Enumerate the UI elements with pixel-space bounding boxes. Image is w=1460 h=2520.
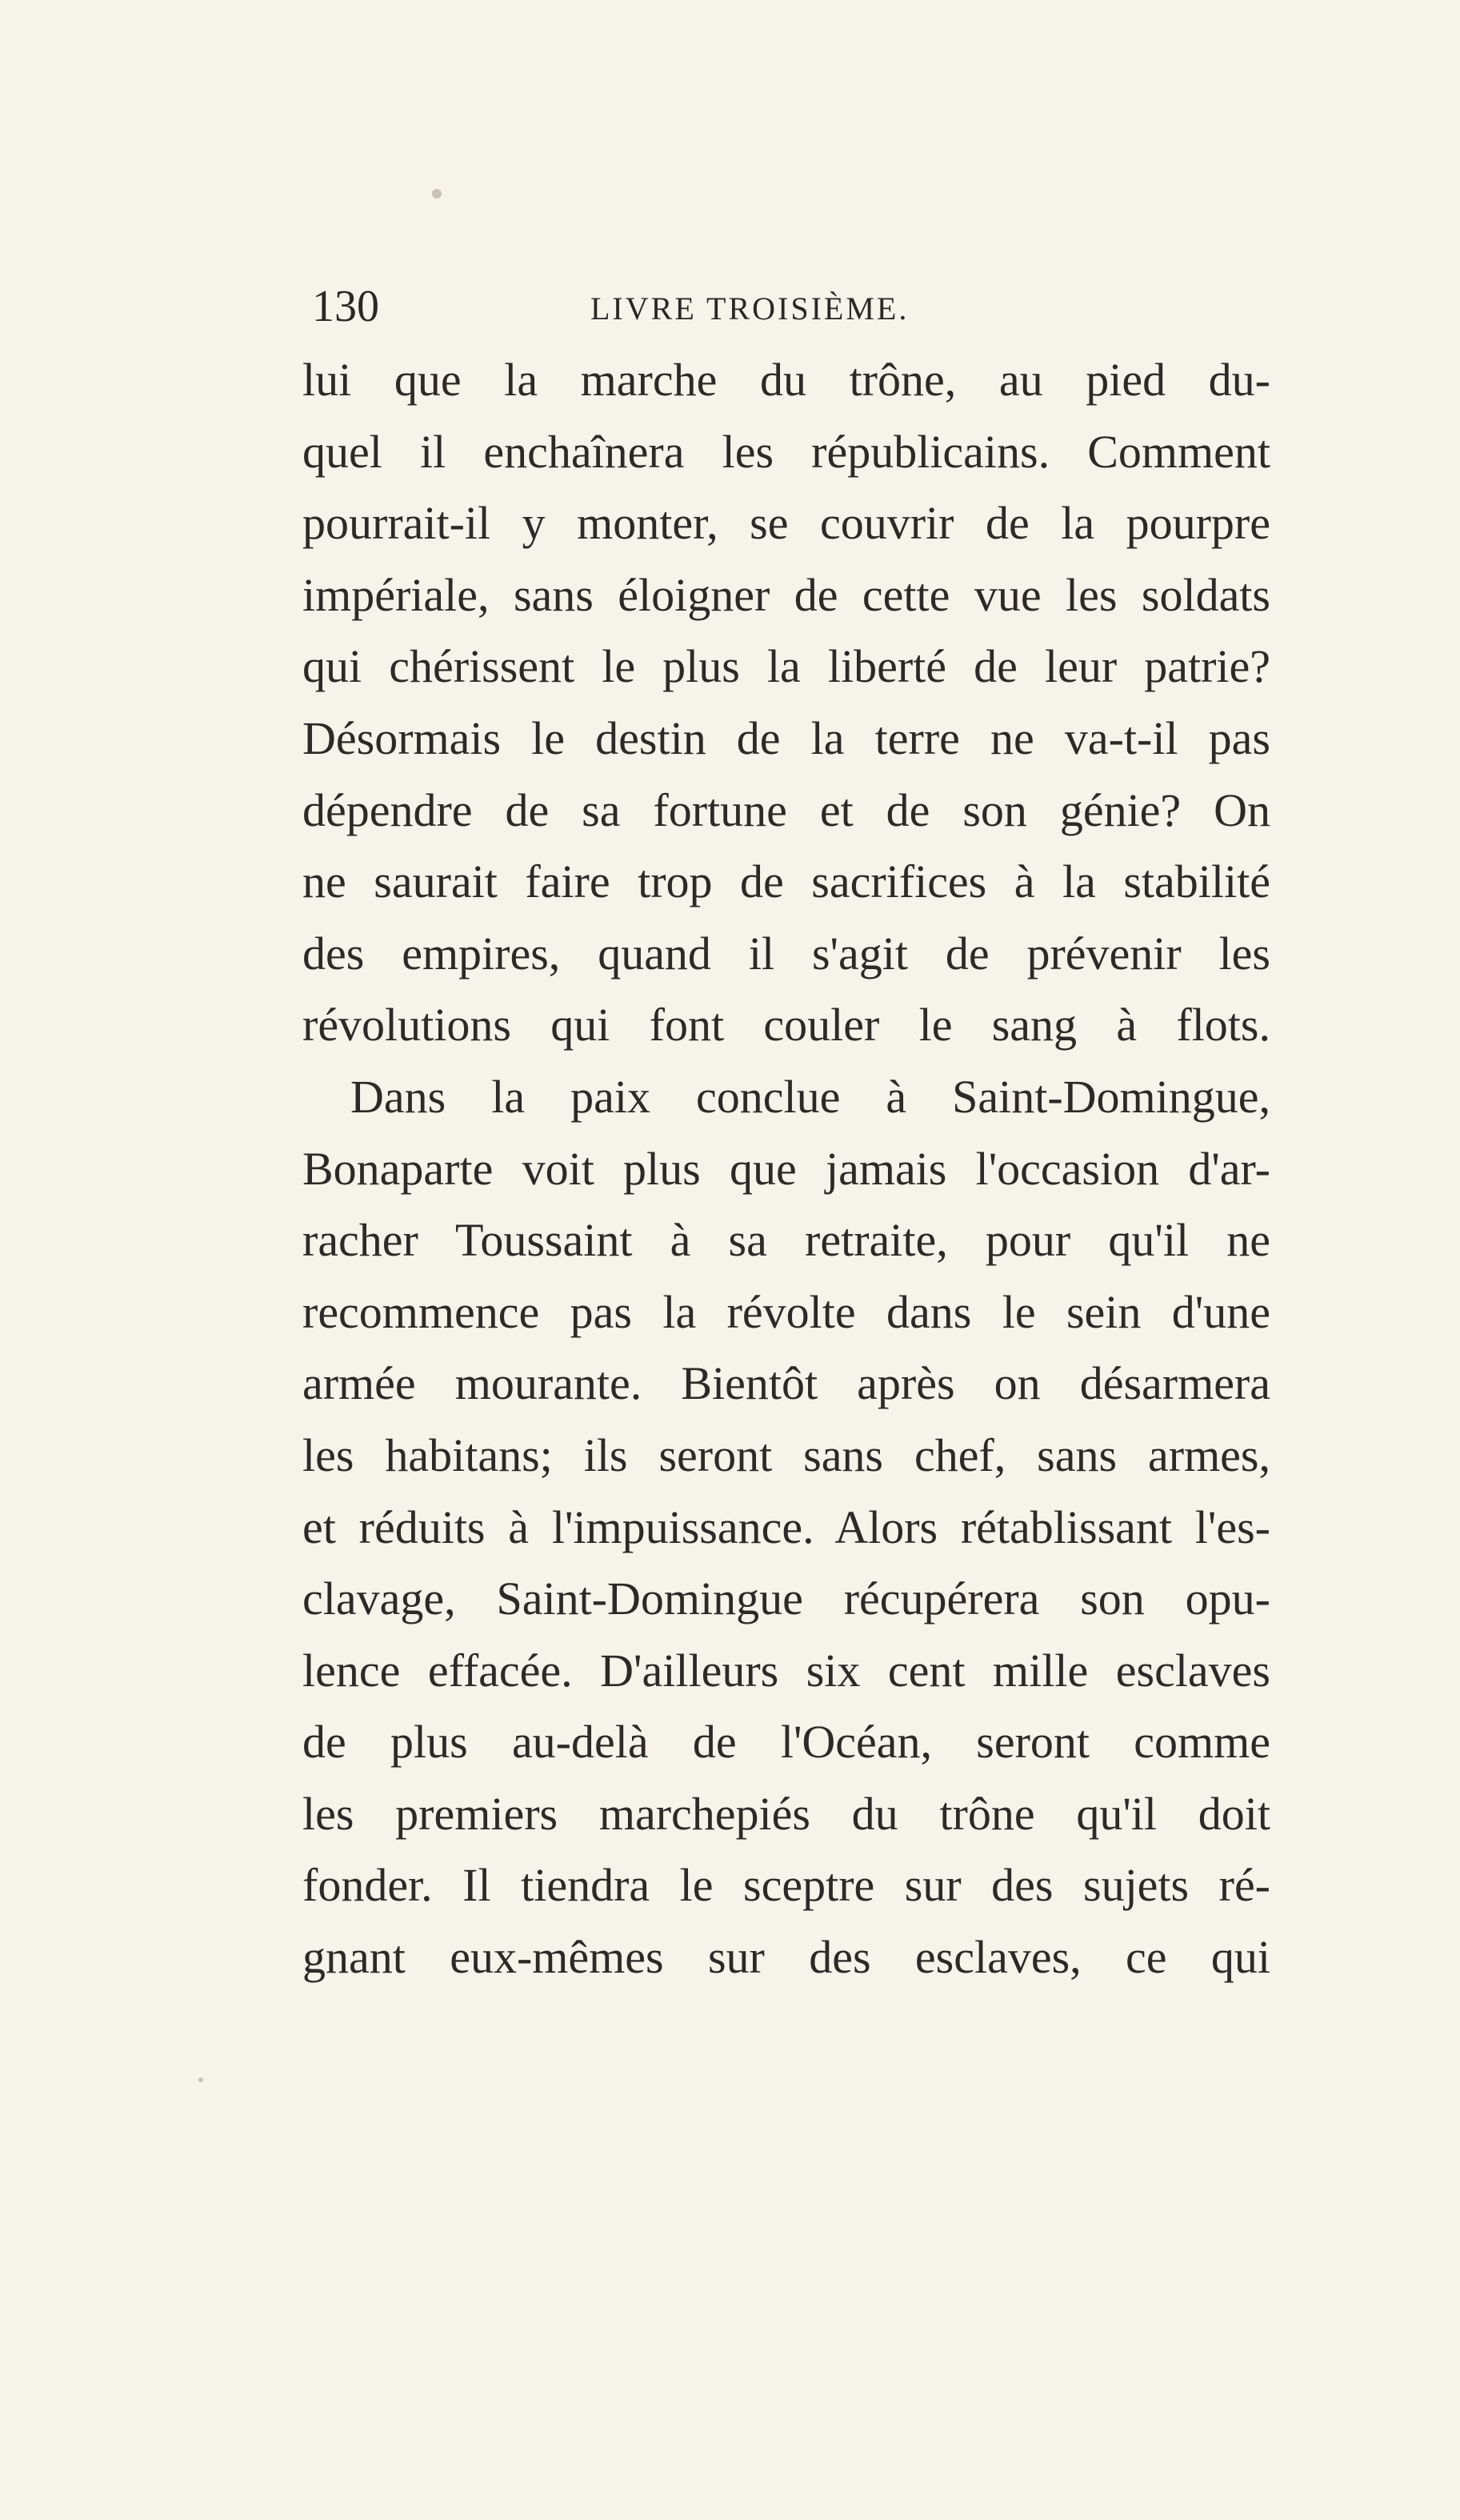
text-line: des empires, quand il s'agit de prévenir les xyxy=(302,927,1270,980)
text-line: gnant eux-mêmes sur des esclaves, ce qui xyxy=(302,1931,1270,1984)
text-line: impériale, sans éloigner de cette vue les soldats xyxy=(302,568,1270,621)
text-line: les premiers marchepiés du trône qu'il doit xyxy=(302,1787,1270,1840)
paper-spot xyxy=(198,2077,203,2082)
text-line: lence effacée. D'ailleurs six cent mille esclaves xyxy=(302,1644,1270,1697)
text-line: dépendre de sa fortune et de son génie? On xyxy=(302,783,1270,836)
page-number: 130 xyxy=(312,282,379,331)
text-line: qui chérissent le plus la liberté de leur patrie? xyxy=(302,640,1270,693)
text-line: révolutions qui font couler le sang à flots. xyxy=(302,999,1270,1052)
text-line: racher Toussaint à sa retraite, pour qu'il ne xyxy=(302,1214,1270,1267)
text-line: Dans la paix conclue à Saint-Domingue, xyxy=(350,1070,1270,1123)
text-line: lui que la marche du trône, au pied du- xyxy=(302,354,1270,406)
text-line: pourrait-il y monter, se couvrir de la pourpre xyxy=(302,497,1270,550)
paper-spot xyxy=(432,189,442,198)
text-line: Bonaparte voit plus que jamais l'occasion d'ar- xyxy=(302,1142,1270,1195)
text-line: armée mourante. Bientôt après on désarmera xyxy=(302,1357,1270,1410)
body-text xyxy=(302,344,1270,1993)
text-line: recommence pas la révolte dans le sein d'une xyxy=(302,1285,1270,1338)
text-line: fonder. Il tiendra le sceptre sur des sujets ré- xyxy=(302,1859,1270,1912)
running-title: LIVRE TROISIÈME. xyxy=(590,290,910,327)
text-line: quel il enchaînera les républicains. Comment xyxy=(302,425,1270,478)
text-line: les habitans; ils seront sans chef, sans armes, xyxy=(302,1428,1270,1481)
running-head xyxy=(302,278,1270,335)
text-line: clavage, Saint-Domingue récupérera son opu- xyxy=(302,1572,1270,1625)
text-line: de plus au-delà de l'Océan, seront comme xyxy=(302,1716,1270,1769)
text-line: Désormais le destin de la terre ne va-t-il pas xyxy=(302,711,1270,764)
text-line: et réduits à l'impuissance. Alors rétablissant l'es- xyxy=(302,1500,1270,1553)
text-line: ne saurait faire trop de sacrifices à la stabilité xyxy=(302,855,1270,908)
